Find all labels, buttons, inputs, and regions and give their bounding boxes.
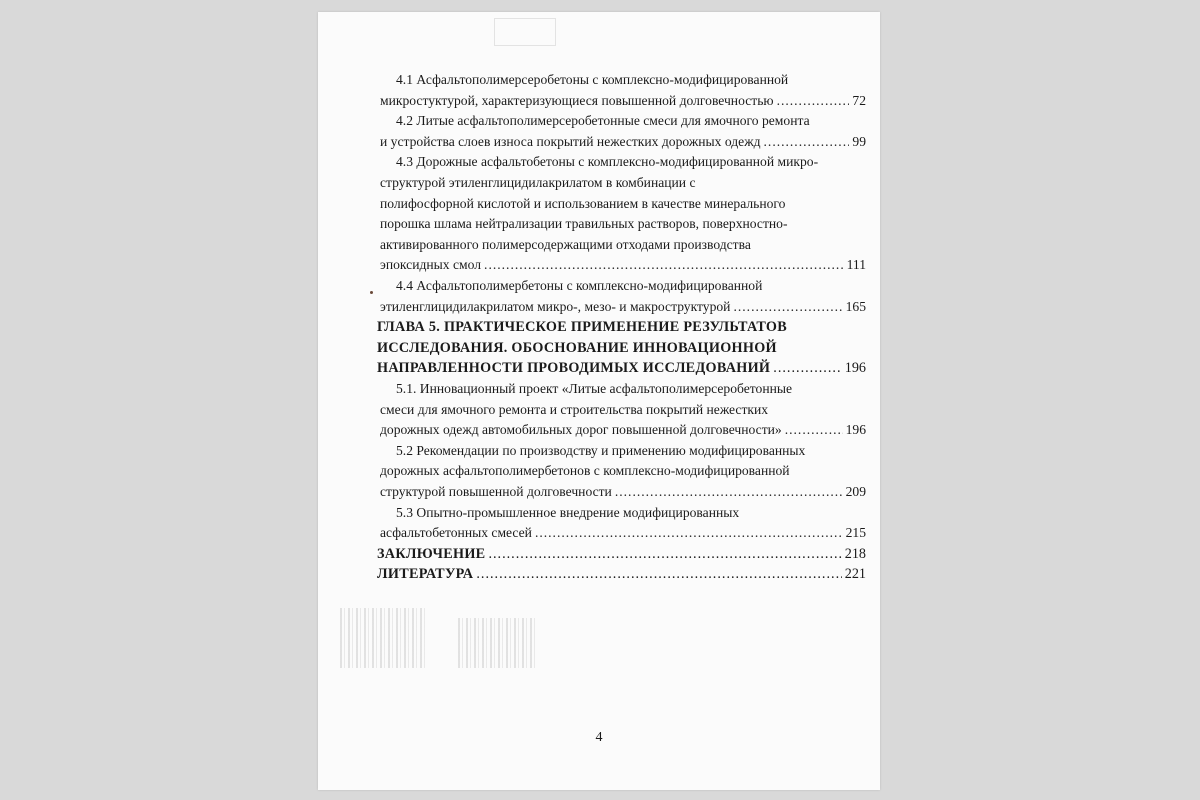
toc-entry-line: 5.2 Рекомендации по производству и применению модифицированных	[396, 442, 806, 458]
toc-page-number: 221	[844, 566, 866, 583]
toc-entry-title: и устройства слоев износа покрытий нежестких дорожных одежд	[380, 133, 761, 149]
toc-entry-title: ЗАКЛЮЧЕНИЕ	[377, 545, 486, 562]
toc-heading-line: ИССЛЕДОВАНИЯ. ОБОСНОВАНИЕ ИННОВАЦИОННОЙ	[377, 339, 777, 356]
toc-entry-line: смеси для ямочного ремонта и строительства покрытий нежестких	[380, 401, 769, 417]
bleed-through-mark	[494, 18, 556, 46]
page-number: 4	[595, 730, 603, 745]
toc-page-number: 165	[845, 298, 866, 314]
toc-entry-line	[380, 131, 866, 153]
toc-page-number: 99	[852, 133, 866, 149]
toc-entry-title: этиленглицидилакрилатом микро-, мезо- и макроструктурой	[380, 298, 731, 314]
toc-heading-line	[377, 357, 866, 379]
toc-entry-title: дорожных одежд автомобильных дорог повышенной долговечности»	[380, 422, 782, 438]
toc-entry-line: структурой этиленглицидилакрилатом в комбинации с	[380, 175, 696, 190]
bleed-through-barcode	[340, 608, 426, 668]
dot-leader	[733, 296, 842, 318]
toc-page-number: 218	[844, 545, 866, 562]
dot-leader	[484, 254, 844, 276]
toc-entry-line	[380, 90, 866, 112]
dot-leader	[777, 90, 850, 112]
dot-leader	[764, 131, 850, 153]
toc-entry-line: порошка шлама нейтрализации травильных растворов, поверхностно-	[380, 216, 788, 232]
dot-leader	[785, 419, 843, 441]
toc-entry-title: ЛИТЕРАТУРА	[377, 566, 474, 583]
toc-entry-title: эпоксидных смол	[380, 257, 482, 273]
toc-page-number: 215	[845, 525, 866, 541]
toc-entry-line	[380, 481, 866, 503]
paper-speck	[370, 291, 373, 294]
toc-entry-line: 4.4 Асфальтополимербетоны с комплексно-модифицированной	[396, 278, 763, 293]
toc-page-number: 209	[845, 484, 866, 499]
toc-entry-title: асфальтобетонных смесей	[380, 525, 532, 541]
toc-entry-line: активированного полимерсодержащими отходами производства	[380, 236, 751, 252]
toc-entry-line: дорожных асфальтополимербетонов с комплексно-модифицированной	[380, 463, 790, 479]
toc-heading-line: ГЛАВА 5. ПРАКТИЧЕСКОЕ ПРИМЕНЕНИЕ РЕЗУЛЬТАТОВ	[377, 319, 788, 336]
dot-leader	[488, 543, 841, 565]
toc-entry-line	[380, 522, 866, 544]
toc-heading-line	[377, 543, 866, 565]
toc-entry-line: 5.1. Инновационный проект «Литые асфальтополимерсеробетонные	[396, 381, 793, 396]
dot-leader	[535, 522, 843, 544]
toc-entry-title: микростуктурой, характеризующиеся повышенной долговечностью	[380, 92, 774, 108]
toc-page-number: 111	[846, 257, 866, 273]
dot-leader	[773, 357, 841, 379]
toc-entry-line	[380, 254, 866, 276]
bleed-through-barcode	[458, 618, 538, 668]
toc-entry-line: 4.2 Литые асфальтополимерсеробетонные смеси для ямочного ремонта	[396, 113, 810, 129]
toc-entry-line: 4.1 Асфальтополимерсеробетоны с комплексно-модифицированной	[396, 72, 789, 87]
toc-entry-title: структурой повышенной долговечности	[380, 484, 612, 499]
document-page	[318, 12, 880, 790]
toc-heading-line	[377, 563, 866, 585]
toc-entry-line: 4.3 Дорожные асфальтобетоны с комплексно-модифицированной микро-	[396, 154, 819, 170]
toc-page-number: 72	[852, 92, 866, 108]
toc-entry-line: 5.3 Опытно-промышленное внедрение модифицированных	[396, 504, 740, 520]
toc-entry-title: НАПРАВЛЕННОСТИ ПРОВОДИМЫХ ИССЛЕДОВАНИЙ	[377, 360, 771, 377]
toc-entry-line: полифосфорной кислотой и использованием в качестве минерального	[380, 195, 786, 211]
dot-leader	[476, 563, 841, 585]
toc-entry-line	[380, 419, 866, 441]
toc-entry-line	[380, 296, 866, 318]
toc-page-number: 196	[845, 422, 866, 438]
dot-leader	[615, 481, 843, 503]
toc-page-number: 196	[844, 360, 866, 377]
